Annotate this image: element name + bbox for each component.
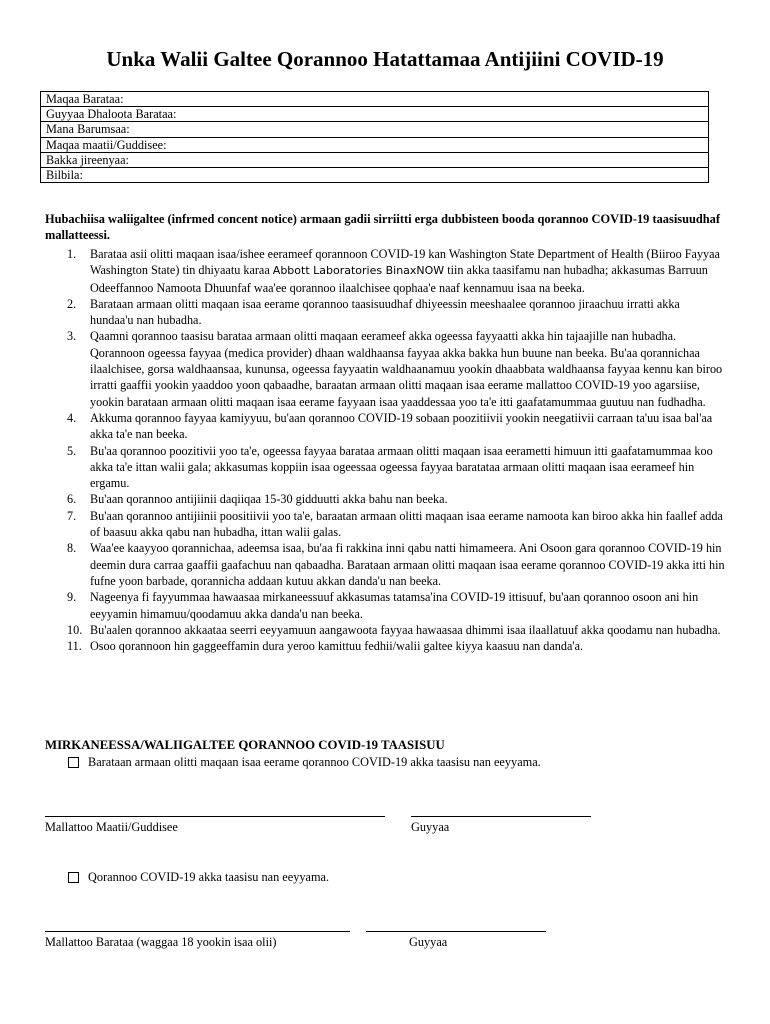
- list-item-text: Barataan armaan olitti maqaan isaa eerame qorannoo taasisuudhaf dhiyeessin meeshaalee qorannoo jiraachuu irratti akka hundaa'u nan hubadha.: [90, 296, 680, 328]
- list-item-number: 7.: [67, 508, 77, 523]
- consent-terms-list: [45, 246, 725, 654]
- list-item: [45, 328, 725, 409]
- info-field-phone[interactable]: Bilbila:: [41, 168, 709, 183]
- list-item-text: Osoo qorannoon hin gaggeeffamin dura yeroo kamittuu fedhii/walii galtee kiyya kaasuu nan danda'a.: [90, 639, 584, 654]
- page-title: Unka Walii Galtee Qorannoo Hatattamaa Antijiini COVID-19: [106, 47, 664, 71]
- list-item-number: 10.: [67, 622, 83, 637]
- list-item-text: Qaamni qorannoo taasisu barataa armaan olitti maqaan eerameef akka ogeessa fayyaatti akka hin tajaajille nan hubadha. Qorannoon ogeessa fayyaa (medica provider) dhaan waldhaansa fayyaa akka bakka hun buune nan beeka. Bu'aa qorannichaa ilaalchisee, gorsa waldhaansaa, kununsa, ogeessa fayyaatin waldhaanamuu yookin dhaabbata waldhaansa fayyaa kennu kan biroo irratti gaaffii yookin yaaddoo yoon qabaadhe, baraatan armaan olitti maqaan isaa eerame mallattoo COVID-19 yoo agarsiise, yookin barataan armaan olitti maqaan isaa eerame fayyaan isaa yaaddessaa yoo ta'e itti gaafatamummaa guutuu nan fudhadha.: [90, 329, 723, 409]
- list-item-text: Nageenya fi fayyummaa hawaasaa mirkaneessuuf akkasumas tatamsa'ina COVID-19 ittisuuf, bu'aan qorannoo osoon ani hin eeyyamin himamuu/qoodamuu akka danda'u nan beeka.: [90, 590, 699, 621]
- list-item: [45, 246, 725, 296]
- list-item-number: 5.: [67, 443, 77, 458]
- consent-option-2: [68, 870, 329, 885]
- list-item: [45, 296, 725, 329]
- consent-option-1-label: Barataan armaan olitti maqaan isaa eerame qorannoo COVID-19 akka taasisu nan eeyyama.: [88, 755, 541, 769]
- list-item-number: 9.: [67, 590, 77, 605]
- consent-heading: MIRKANEESSA/WALIIGALTEE QORANNOO COVID-19 TAASISUU: [45, 738, 445, 752]
- list-item-text: Waa'ee kaayyoo qorannichaa, adeemsa isaa, bu'aa fi rakkina inni qabu natti himameera. Ani Osoon gara qorannoo COVID-19 hin deemin dura carraa gaaffii gaafachuu nan qabaadha. Barataan armaan olitti maqaan isaa eerame qorannoo COVID-19 akka itti hin fufne yoon barbade, qorannicha addaan kutuu akkan danda'u nan beeka.: [90, 541, 725, 588]
- list-item: [45, 638, 725, 654]
- list-item: [45, 540, 725, 589]
- list-item-text: Bu'aa qorannoo poozitivii yoo ta'e, ogeessa fayyaa barataa armaan olitti maqaan isaa eerametti himuun itti gaafatamummaa koo akka ta'e ittan walii gala; akkasumas koppiin isaa ogeessaa ogeessa fayyaa baratataa armaan olitti maqaan isaa eerameef hin ergamu.: [90, 443, 713, 491]
- student-signature-line[interactable]: [45, 931, 350, 932]
- date-label-2: Guyyaa: [409, 935, 448, 949]
- student-info-table: [40, 91, 709, 183]
- date-label-1: Guyyaa: [411, 820, 450, 834]
- list-item-number: 3.: [67, 329, 77, 344]
- date-line-2[interactable]: [366, 931, 546, 932]
- list-item: [45, 491, 725, 507]
- list-item-number: 2.: [67, 296, 77, 311]
- consent-notice: Hubachiisa waliigaltee (infrmed concent notice) armaan gadii sirriitti erga dubbisteen booda qorannoo COVID-19 taasisuudhaf mallatteessi.: [45, 212, 720, 242]
- list-item-text: Bu'aan qorannoo antijiinii poositiivii yoo ta'e, baraatan armaan olitti maqaan isaa eerame namoota kan biroo akka hin faallef adda of baasuu akka qabu nan hubadha, ittan walii galas.: [90, 508, 723, 540]
- info-field-parent-name[interactable]: Maqaa maatii/Guddisee:: [41, 137, 709, 152]
- list-item-number: 1.: [67, 247, 77, 261]
- list-item: [45, 443, 725, 492]
- parent-signature-line[interactable]: [45, 816, 385, 817]
- date-line-1[interactable]: [411, 816, 591, 817]
- list-item-text: Akkuma qorannoo fayyaa kamiyyuu, bu'aan qorannoo COVID-19 sobaan poozitiivii yookin neegatiivii carraan ta'uu isaa bal'aa akka ta'e nan beeka.: [90, 410, 713, 442]
- info-field-student-name[interactable]: Maqaa Barataa:: [41, 92, 709, 107]
- list-item: [45, 589, 725, 622]
- info-field-address[interactable]: Bakka jireenyaa:: [41, 152, 709, 167]
- list-item-text: Barataa asii olitti maqaan isaa/ishee eerameef qorannoon COVID-19 kan Washington State Department of Health (Biiroo Fayyaa Washington State) tin dhiyaatu karaa: [90, 247, 720, 278]
- consent-checkbox-2[interactable]: [68, 872, 79, 883]
- list-item: [45, 508, 725, 541]
- list-item: [45, 622, 725, 638]
- list-item-number: 4.: [67, 410, 77, 425]
- list-item-number: 6.: [67, 492, 77, 507]
- consent-checkbox-1[interactable]: [68, 757, 79, 768]
- consent-option-2-label: Qorannoo COVID-19 akka taasisu nan eeyyama.: [88, 870, 330, 884]
- consent-option-1: [68, 755, 541, 770]
- list-item: [45, 410, 725, 443]
- parent-signature-label: Mallattoo Maatii/Guddisee: [45, 820, 178, 834]
- list-item-number: 8.: [67, 541, 77, 556]
- list-item-text: Bu'aan qorannoo antijiinii daqiiqaa 15-30 gidduutti akka bahu nan beeka.: [90, 492, 448, 507]
- info-field-school[interactable]: Mana Barumsaa:: [41, 122, 709, 137]
- list-item-text: Bu'aalen qorannoo akkaataa seerri eeyyamuun aangawoota fayyaa hawaasaa dhimmi isaa ilaallatuuf akka qoodamu nan hubadha.: [90, 622, 721, 637]
- brand-name: Abbott Laboratories BinaxNOW: [272, 264, 445, 278]
- list-item-text: tiin akka taasifamu nan hubadha; akkasumas Barruun Odeeffannoo Namoota Dhuunfaf waa'ee qorannoo ilaalchisee qophaa'e naaf kennamuu isaa na beeka.: [90, 263, 708, 295]
- list-item-number: 11.: [67, 639, 82, 654]
- student-signature-label: Mallattoo Barataa (waggaa 18 yookin isaa olii): [45, 935, 277, 949]
- info-field-birth-date[interactable]: Guyyaa Dhaloota Barataa:: [41, 107, 709, 122]
